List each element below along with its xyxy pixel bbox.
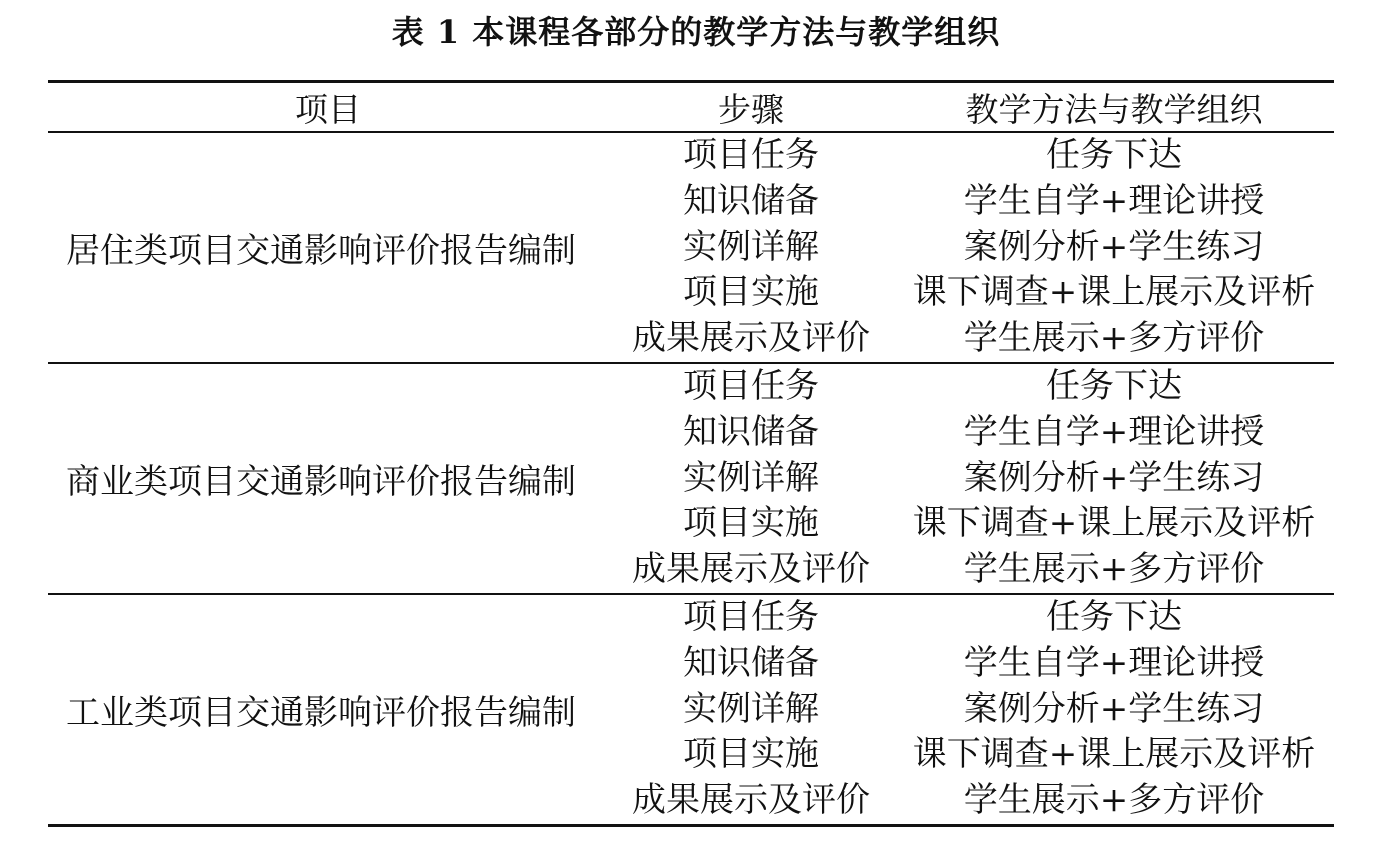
project-name: 居住类项目交通影响评价报告编制 [66,231,576,271]
method-cell: 课下调查+课上展示及评析 [912,272,1316,313]
step-column [608,133,894,362]
teaching-methods-table [48,80,1334,827]
method-column [894,595,1334,824]
step-cell: 项目实施 [683,272,819,313]
project-name: 商业类项目交通影响评价报告编制 [66,462,576,502]
method-cell: 任务下达 [1046,597,1182,637]
step-cell: 成果展示及评价 [632,318,870,359]
step-column [608,364,894,593]
method-cell: 课下调查+课上展示及评析 [912,734,1316,775]
method-cell: 案例分析+学生练习 [963,457,1265,498]
step-cell: 实例详解 [683,226,819,267]
method-cell: 任务下达 [1046,366,1182,406]
step-cell: 知识储备 [683,180,819,221]
method-cell: 学生展示+多方评价 [963,780,1265,821]
project-group [48,595,1334,824]
method-cell: 案例分析+学生练习 [963,688,1265,729]
step-cell: 知识储备 [683,642,819,683]
table-caption: 表 1 本课程各部分的教学方法与教学组织 [391,13,1001,51]
bottom-rule [48,824,1334,827]
step-cell: 实例详解 [683,688,819,729]
method-cell: 案例分析+学生练习 [963,226,1265,267]
step-cell: 项目任务 [683,597,819,637]
step-cell: 项目任务 [683,135,819,175]
step-cell: 成果展示及评价 [632,780,870,821]
step-cell: 实例详解 [683,457,819,498]
project-name: 工业类项目交通影响评价报告编制 [66,693,576,733]
step-cell: 项目任务 [683,366,819,406]
method-column [894,364,1334,593]
method-column [894,133,1334,362]
header-method: 教学方法与教学组织 [965,89,1263,129]
method-cell: 课下调查+课上展示及评析 [912,503,1316,544]
method-cell: 学生自学+理论讲授 [963,642,1265,683]
method-cell: 学生自学+理论讲授 [963,180,1265,221]
step-cell: 知识储备 [683,411,819,452]
header-project: 项目 [295,89,361,129]
step-cell: 项目实施 [683,503,819,544]
step-cell: 项目实施 [683,734,819,775]
method-cell: 学生自学+理论讲授 [963,411,1265,452]
header-step: 步骤 [718,89,784,129]
project-group [48,364,1334,593]
method-cell: 学生展示+多方评价 [963,318,1265,359]
method-cell: 学生展示+多方评价 [963,549,1265,590]
step-column [608,595,894,824]
table-header-row [48,83,1334,131]
project-group [48,133,1334,362]
step-cell: 成果展示及评价 [632,549,870,590]
method-cell: 任务下达 [1046,135,1182,175]
